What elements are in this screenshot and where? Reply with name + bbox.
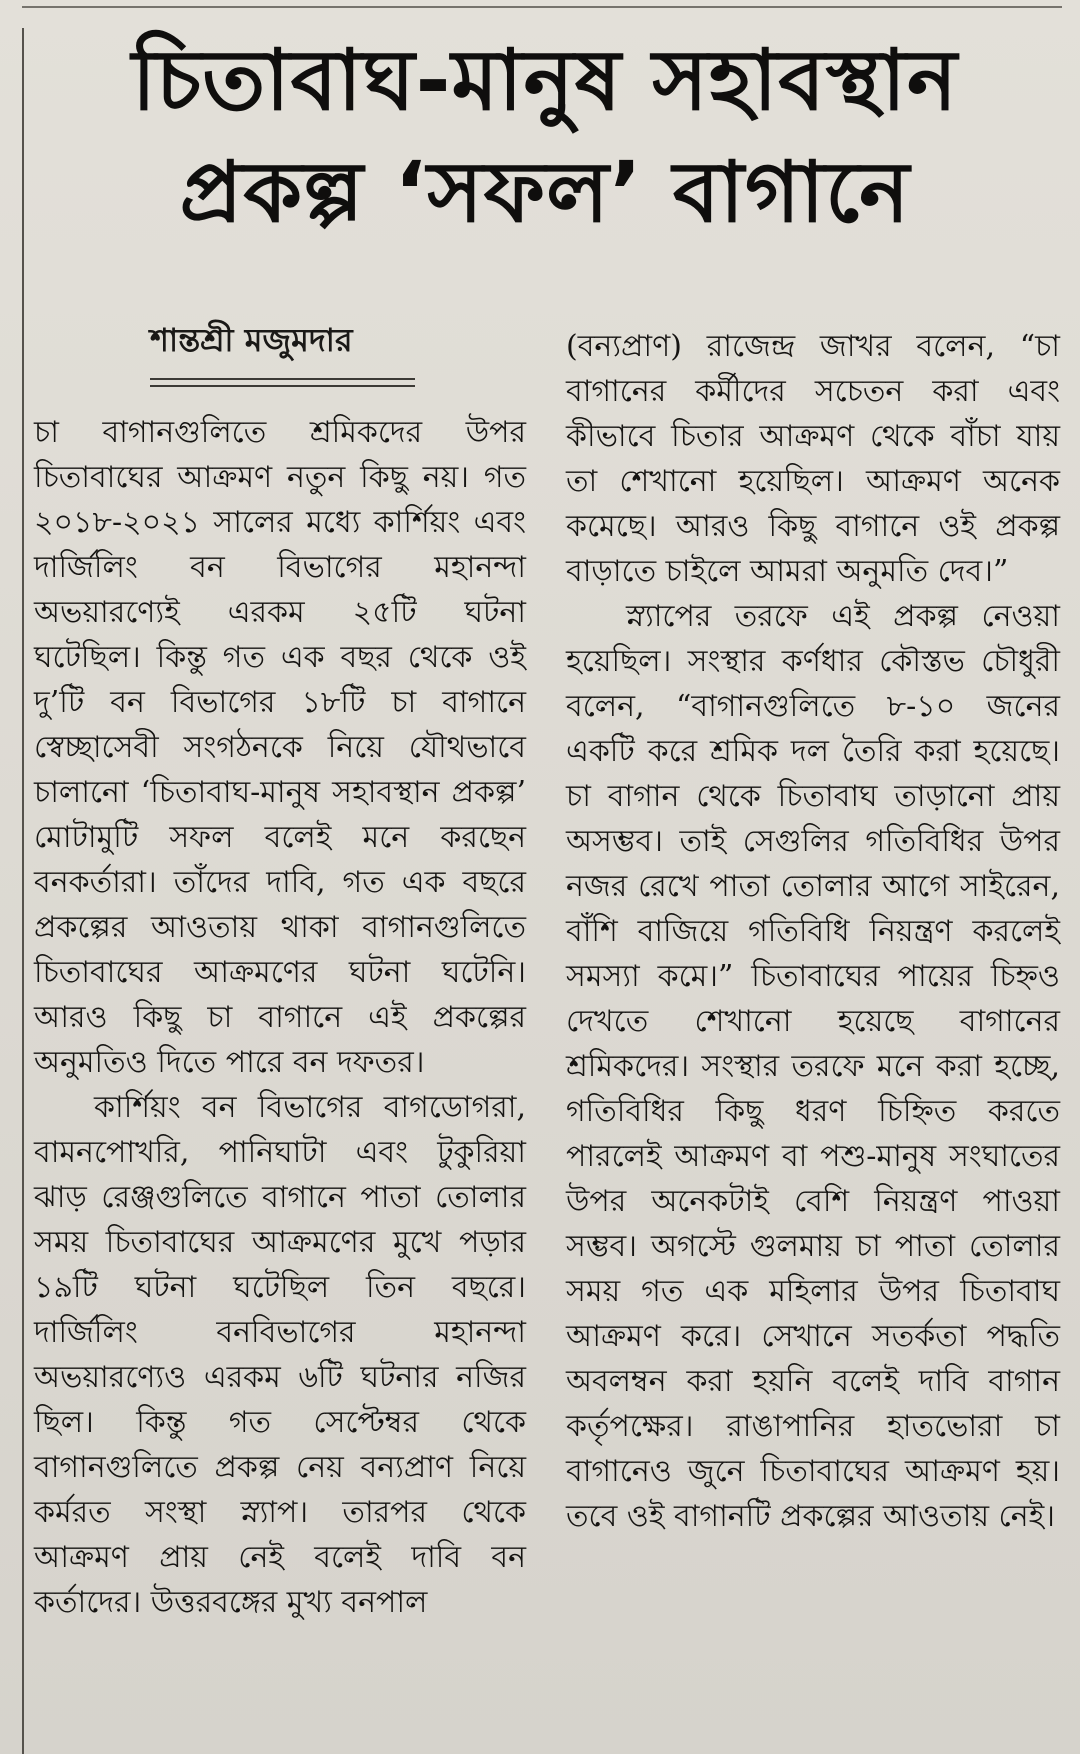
byline: শান্তশ্রী মজুমদার	[150, 321, 353, 359]
left-border-rule	[22, 28, 24, 1754]
paragraph: স্ন্যাপের তরফে এই প্রকল্প নেওয়া হয়েছিল। সংস্থার কর্ণধার কৌস্তভ চৌধুরী বলেন, “বাগানগুলিতে ৮-১০ জনের একটি করে শ্রমিক দল তৈরি করা হয়েছে। চা বাগান থেকে চিতাবাঘ তাড়ানো প্রায় অসম্ভব। তাই সেগুলির গতিবিধির উপর নজর রেখে পাতা তোলার আগে সাইরেন, বাঁশি বাজিয়ে গতিবিধি নিয়ন্ত্রণ করলেই সমস্যা কমে।” চিতাবাঘের পায়ের চিহ্নও দেখতে শেখানো হয়েছে বাগানের শ্রমিকদের। সংস্থার তরফে মনে করা হচ্ছে, গতিবিধির কিছু ধরণ চিহ্নিত করতে পারলেই আক্রমণ বা পশু-মানুষ সংঘাতের উপর অনেকটাই বেশি নিয়ন্ত্রণ পাওয়া সম্ভব। অগস্টে গুলমায় চা পাতা তোলার সময় গত এক মহিলার উপর চিতাবাঘ আক্রমণ করে। সেখানে সতর্কতা পদ্ধতি অবলম্বন করা হয়নি বলেই দাবি বাগান কর্তৃপক্ষের। রাঙাপানির হাতভোরা চা বাগানেও জুনে চিতাবাঘের আক্রমণ হয়। তবে ওই বাগানটি প্রকল্পের আওতায় নেই।	[566, 599, 1060, 1534]
paragraph: কার্শিয়ং বন বিভাগের বাগডোগরা, বামনপোখরি, পানিঘাটা এবং টুকুরিয়া ঝাড় রেঞ্জগুলিতে বাগানে পাতা তোলার সময় চিতাবাঘের আক্রমণের মুখে পড়ার ১৯টি ঘটনা ঘটেছিল তিন বছরে। দার্জিলিং বনবিভাগের মহানন্দা অভয়ারণ্যেও এরকম ৬টি ঘটনার নজির ছিল। কিন্তু গত সেপ্টেম্বর থেকে বাগানগুলিতে প্রকল্প নেয় বন্যপ্রাণ নিয়ে কর্মরত সংস্থা স্ন্যাপ। তারপর থেকে আক্রমণ প্রায় নেই বলেই দাবি বন কর্তাদের। উত্তরবঙ্গের মুখ্য বনপাল	[34, 1090, 526, 1620]
article-column-left	[34, 410, 526, 1625]
top-border-rule	[22, 6, 1062, 8]
byline-underline	[150, 378, 415, 387]
article-column-right	[566, 324, 1060, 1539]
headline: চিতাবাঘ-মানুষ সহাবস্থান প্রকল্প ‘সফল’ বাগানে	[131, 31, 959, 241]
paragraph: (বন্যপ্রাণ) রাজেন্দ্র জাখর বলেন, “চা বাগানের কর্মীদের সচেতন করা এবং কীভাবে চিতার আক্রমণ থেকে বাঁচা যায় তা শেখানো হয়েছিল। আক্রমণ অনেক কমেছে। আরও কিছু বাগানে ওই প্রকল্প বাড়াতে চাইলে আমরা অনুমতি দেব।”	[566, 329, 1060, 589]
paragraph: চা বাগানগুলিতে শ্রমিকদের উপর চিতাবাঘের আক্রমণ নতুন কিছু নয়। গত ২০১৮-২০২১ সালের মধ্যে কার্শিয়ং এবং দার্জিলিং বন বিভাগের মহানন্দা অভয়ারণ্যেই এরকম ২৫টি ঘটনা ঘটেছিল। কিন্তু গত এক বছর থেকে ওই দু’টি বন বিভাগের ১৮টি চা বাগানে স্বেচ্ছাসেবী সংগঠনকে নিয়ে যৌথভাবে চালানো ‘চিতাবাঘ-মানুষ সহাবস্থান প্রকল্প’ মোটামুটি সফল বলেই মনে করছেন বনকর্তারা। তাঁদের দাবি, গত এক বছরে প্রকল্পের আওতায় থাকা বাগানগুলিতে চিতাবাঘের আক্রমণের ঘটনা ঘটেনি। আরও কিছু চা বাগানে এই প্রকল্পের অনুমতিও দিতে পারে বন দফতর।	[34, 415, 526, 1080]
